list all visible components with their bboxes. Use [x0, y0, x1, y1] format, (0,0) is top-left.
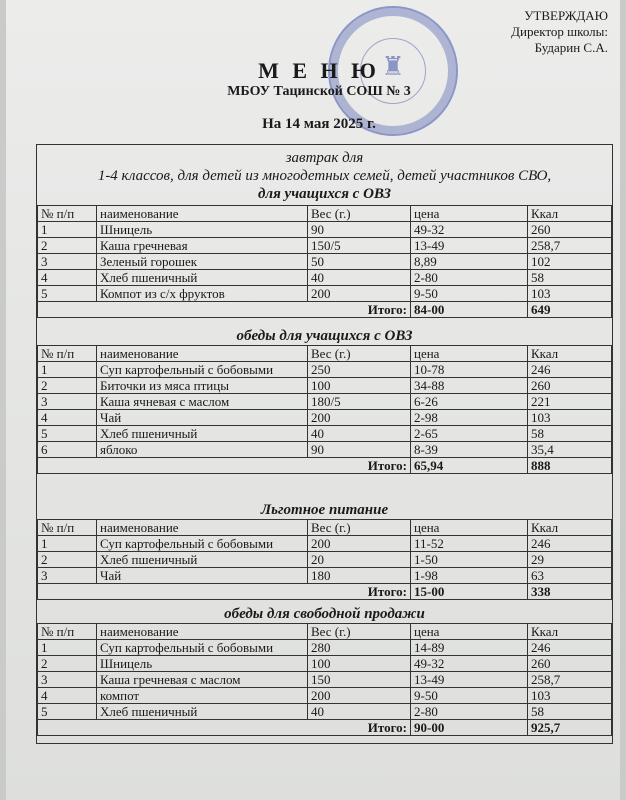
table-row	[38, 552, 612, 568]
cell: 200	[308, 286, 411, 302]
cell: 180/5	[308, 394, 411, 410]
section-1-heading	[37, 149, 612, 203]
table-row	[38, 394, 612, 410]
total-label: Итого:	[38, 584, 411, 600]
cell: 11-52	[411, 536, 528, 552]
cell: 49-32	[411, 656, 528, 672]
cell: Компот из с/х фруктов	[97, 286, 308, 302]
section-1-table	[37, 205, 612, 318]
col-name: наименование	[97, 624, 308, 640]
col-name: наименование	[97, 520, 308, 536]
cell: 2-80	[411, 270, 528, 286]
cell: Чай	[97, 410, 308, 426]
col-weight: Вес (г.)	[308, 624, 411, 640]
cell: 8-39	[411, 442, 528, 458]
cell: 1	[38, 536, 97, 552]
cell: 2-65	[411, 426, 528, 442]
total-label: Итого:	[38, 458, 411, 474]
table-row	[38, 688, 612, 704]
cell: 3	[38, 394, 97, 410]
cell: 250	[308, 362, 411, 378]
cell: 35,4	[528, 442, 612, 458]
table-row	[38, 362, 612, 378]
cell: Суп картофельный с бобовыми	[97, 640, 308, 656]
section-1-heading-line-1: завтрак для	[285, 150, 364, 166]
cell: 103	[528, 688, 612, 704]
col-name: наименование	[97, 346, 308, 362]
cell: 1-50	[411, 552, 528, 568]
approval-block	[458, 8, 608, 56]
cell: Шницель	[97, 656, 308, 672]
cell: 9-50	[411, 286, 528, 302]
cell: 2	[38, 552, 97, 568]
table-row	[38, 640, 612, 656]
section-4-table	[37, 623, 612, 736]
section-2-table	[37, 345, 612, 474]
cell: 280	[308, 640, 411, 656]
cell: 5	[38, 704, 97, 720]
table-row	[38, 222, 612, 238]
cell: 40	[308, 426, 411, 442]
col-weight: Вес (г.)	[308, 206, 411, 222]
cell: 260	[528, 378, 612, 394]
approval-line-3: Бударин С.А.	[534, 40, 608, 55]
table-row	[38, 426, 612, 442]
cell: 9-50	[411, 688, 528, 704]
table-row	[38, 536, 612, 552]
cell: 102	[528, 254, 612, 270]
cell: 3	[38, 568, 97, 584]
col-kcal: Ккал	[528, 346, 612, 362]
table-header-row	[38, 206, 612, 222]
table-row	[38, 254, 612, 270]
cell: Хлеб пшеничный	[97, 704, 308, 720]
cell: яблоко	[97, 442, 308, 458]
cell: Хлеб пшеничный	[97, 270, 308, 286]
cell: 90	[308, 442, 411, 458]
section-4-heading: обеды для свободной продажи	[224, 606, 425, 622]
total-label: Итого:	[38, 302, 411, 318]
section-1-heading-line-3: для учащихся с ОВЗ	[257, 186, 392, 202]
section-3-heading: Льготное питание	[260, 502, 389, 518]
cell: 246	[528, 536, 612, 552]
cell: 103	[528, 286, 612, 302]
cell: 58	[528, 426, 612, 442]
total-price: 15-00	[411, 584, 528, 600]
col-number: № п/п	[38, 520, 97, 536]
cell: 13-49	[411, 238, 528, 254]
cell: 258,7	[528, 672, 612, 688]
cell: 103	[528, 410, 612, 426]
cell: Каша гречневая с маслом	[97, 672, 308, 688]
approval-line-1: УТВЕРЖДАЮ	[524, 8, 608, 23]
total-row	[38, 458, 612, 474]
cell: 63	[528, 568, 612, 584]
cell: 5	[38, 286, 97, 302]
cell: 13-49	[411, 672, 528, 688]
section-2-heading: обеды для учащихся с ОВЗ	[236, 328, 413, 344]
section-3-table	[37, 519, 612, 600]
school-name: МБОУ Тацинской СОШ № 3	[227, 84, 411, 99]
col-weight: Вес (г.)	[308, 520, 411, 536]
cell: 14-89	[411, 640, 528, 656]
table-header-row	[38, 346, 612, 362]
seal-emblem-icon: ♜	[381, 52, 405, 81]
table-row	[38, 704, 612, 720]
cell: 90	[308, 222, 411, 238]
menu-sheet	[6, 0, 620, 800]
total-kcal: 925,7	[528, 720, 612, 736]
cell: 1-98	[411, 568, 528, 584]
cell: Чай	[97, 568, 308, 584]
cell: 2-98	[411, 410, 528, 426]
cell: Шницель	[97, 222, 308, 238]
cell: 8,89	[411, 254, 528, 270]
cell: 3	[38, 254, 97, 270]
table-row	[38, 238, 612, 254]
cell: 180	[308, 568, 411, 584]
cell: 49-32	[411, 222, 528, 238]
cell: Каша гречневая	[97, 238, 308, 254]
total-row	[38, 302, 612, 318]
cell: Биточки из мяса птицы	[97, 378, 308, 394]
cell: 1	[38, 222, 97, 238]
cell: 1	[38, 362, 97, 378]
cell: Каша ячневая с маслом	[97, 394, 308, 410]
cell: 200	[308, 536, 411, 552]
cell: 4	[38, 410, 97, 426]
approval-line-2: Директор школы:	[511, 24, 608, 39]
total-kcal: 338	[528, 584, 612, 600]
col-kcal: Ккал	[528, 624, 612, 640]
cell: Суп картофельный с бобовыми	[97, 362, 308, 378]
page-title: М Е Н Ю	[258, 58, 380, 83]
cell: 258,7	[528, 238, 612, 254]
cell: 3	[38, 672, 97, 688]
cell: 100	[308, 378, 411, 394]
total-label: Итого:	[38, 720, 411, 736]
table-row	[38, 442, 612, 458]
table-row	[38, 672, 612, 688]
cell: 5	[38, 426, 97, 442]
col-price: цена	[411, 624, 528, 640]
cell: Суп картофельный с бобовыми	[97, 536, 308, 552]
cell: Хлеб пшеничный	[97, 426, 308, 442]
cell: 200	[308, 688, 411, 704]
cell: 2	[38, 378, 97, 394]
total-price: 84-00	[411, 302, 528, 318]
cell: 6	[38, 442, 97, 458]
cell: 50	[308, 254, 411, 270]
table-row	[38, 378, 612, 394]
table-row	[38, 286, 612, 302]
total-kcal: 888	[528, 458, 612, 474]
cell: 221	[528, 394, 612, 410]
col-price: цена	[411, 520, 528, 536]
menu-date: На 14 мая 2025 г.	[262, 116, 376, 132]
table-row	[38, 270, 612, 286]
col-number: № п/п	[38, 624, 97, 640]
cell: 58	[528, 270, 612, 286]
cell: 40	[308, 270, 411, 286]
cell: 246	[528, 362, 612, 378]
table-row	[38, 568, 612, 584]
cell: 150	[308, 672, 411, 688]
cell: 6-26	[411, 394, 528, 410]
col-kcal: Ккал	[528, 520, 612, 536]
table-row	[38, 656, 612, 672]
cell: 260	[528, 656, 612, 672]
total-kcal: 649	[528, 302, 612, 318]
col-price: цена	[411, 346, 528, 362]
total-row	[38, 584, 612, 600]
cell: 100	[308, 656, 411, 672]
cell: 2	[38, 238, 97, 254]
col-number: № п/п	[38, 346, 97, 362]
cell: 4	[38, 270, 97, 286]
cell: 246	[528, 640, 612, 656]
total-price: 65,94	[411, 458, 528, 474]
cell: 200	[308, 410, 411, 426]
cell: Хлеб пшеничный	[97, 552, 308, 568]
cell: 10-78	[411, 362, 528, 378]
col-name: наименование	[97, 206, 308, 222]
section-1-heading-line-2: 1-4 классов, для детей из многодетных семей, детей участников СВО,	[97, 168, 552, 184]
table-row	[38, 410, 612, 426]
col-kcal: Ккал	[528, 206, 612, 222]
cell: 2	[38, 656, 97, 672]
col-price: цена	[411, 206, 528, 222]
table-header-row	[38, 624, 612, 640]
table-header-row	[38, 520, 612, 536]
cell: компот	[97, 688, 308, 704]
cell: Зеленый горошек	[97, 254, 308, 270]
cell: 150/5	[308, 238, 411, 254]
cell: 1	[38, 640, 97, 656]
cell: 20	[308, 552, 411, 568]
cell: 29	[528, 552, 612, 568]
cell: 260	[528, 222, 612, 238]
col-weight: Вес (г.)	[308, 346, 411, 362]
menu-table-frame	[36, 144, 613, 744]
cell: 4	[38, 688, 97, 704]
cell: 58	[528, 704, 612, 720]
total-price: 90-00	[411, 720, 528, 736]
cell: 40	[308, 704, 411, 720]
cell: 34-88	[411, 378, 528, 394]
col-number: № п/п	[38, 206, 97, 222]
cell: 2-80	[411, 704, 528, 720]
total-row	[38, 720, 612, 736]
